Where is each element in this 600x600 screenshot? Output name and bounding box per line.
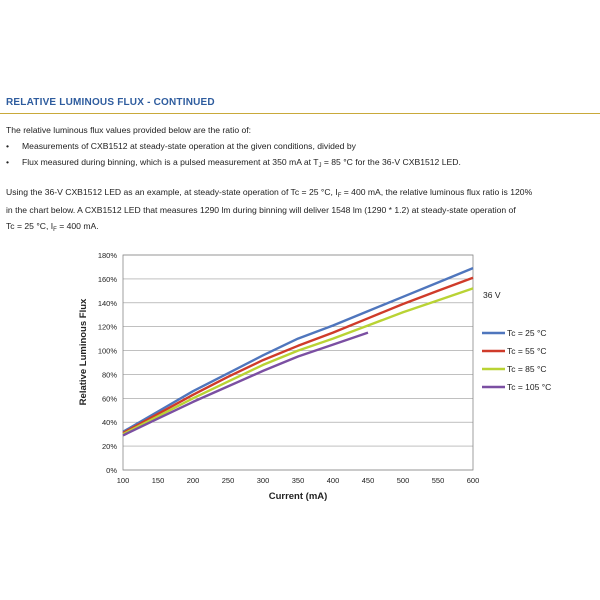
y-tick-label: 20% [101,442,117,452]
y-tick-label: 160% [97,274,117,284]
section-heading: RELATIVE LUMINOUS FLUX - CONTINUED [6,97,215,108]
x-axis-label: Current (mA) [268,491,328,502]
example-text: = 400 mA. [56,221,99,231]
y-tick-label: 180% [97,251,117,260]
series-lines [123,268,473,435]
y-tick-label: 140% [97,298,117,308]
example-text: Tc = 25 °C, I [6,221,54,231]
series-line [123,333,368,436]
x-tick-label: 100 [116,476,130,485]
x-tick-labels [117,476,480,485]
legend-label: Tc = 55 °C [507,346,547,356]
x-tick-label: 450 [361,476,375,485]
chart-legend [482,328,551,392]
x-tick-label: 250 [221,476,235,485]
chart-annotation: 36 V [483,290,501,300]
x-tick-label: 500 [396,476,410,485]
example-text: Using the 36-V CXB1512 LED as an example, at steady-state operation of Tc = 25 °C, I [6,187,338,197]
legend-label: Tc = 25 °C [507,328,547,338]
intro-text: The relative luminous flux values provided below are the ratio of: [6,125,252,135]
y-tick-label: 40% [101,418,117,428]
legend-label: Tc = 105 °C [507,382,552,392]
y-tick-labels [98,251,118,475]
series-line [123,288,473,434]
bullet-text: Measurements of CXB1512 at steady-state operation at the given conditions, divided by [22,141,356,151]
x-tick-label: 400 [326,476,340,485]
subscript: F [337,193,342,199]
x-tick-label: 550 [431,476,445,485]
x-tick-label: 150 [151,476,165,485]
subscript: J [318,163,322,169]
bullet-dot: • [6,141,10,151]
bullet-dot: • [6,157,10,167]
example-text: = 400 mA, the relative luminous flux ratio is 120% [341,187,533,197]
y-tick-label: 120% [97,322,117,332]
y-tick-label: 0% [106,466,117,475]
bullet-text-cont: = 85 °C for the 36-V CXB1512 LED. [321,157,461,167]
y-tick-label: 100% [97,346,117,356]
y-tick-label: 80% [101,370,117,380]
bullet-text: Flux measured during binning, which is a pulsed measurement at 350 mA at T [22,157,319,167]
x-tick-label: 300 [256,476,270,485]
x-tick-label: 350 [291,476,305,485]
subscript: F [53,227,57,233]
grid-lines [123,255,473,470]
example-line-2: in the chart below. A CXB1512 LED that measures 1290 lm during binning will deliver 1548 lm (1290 * 1.2) at steady-state operation of [6,205,516,215]
legend-label: Tc = 85 °C [507,364,547,374]
y-tick-label: 60% [101,394,117,404]
y-axis-label: Relative Luminous Flux [78,298,89,406]
x-tick-label: 200 [186,476,200,485]
plot-frame [123,255,473,470]
x-tick-label: 600 [466,476,480,485]
